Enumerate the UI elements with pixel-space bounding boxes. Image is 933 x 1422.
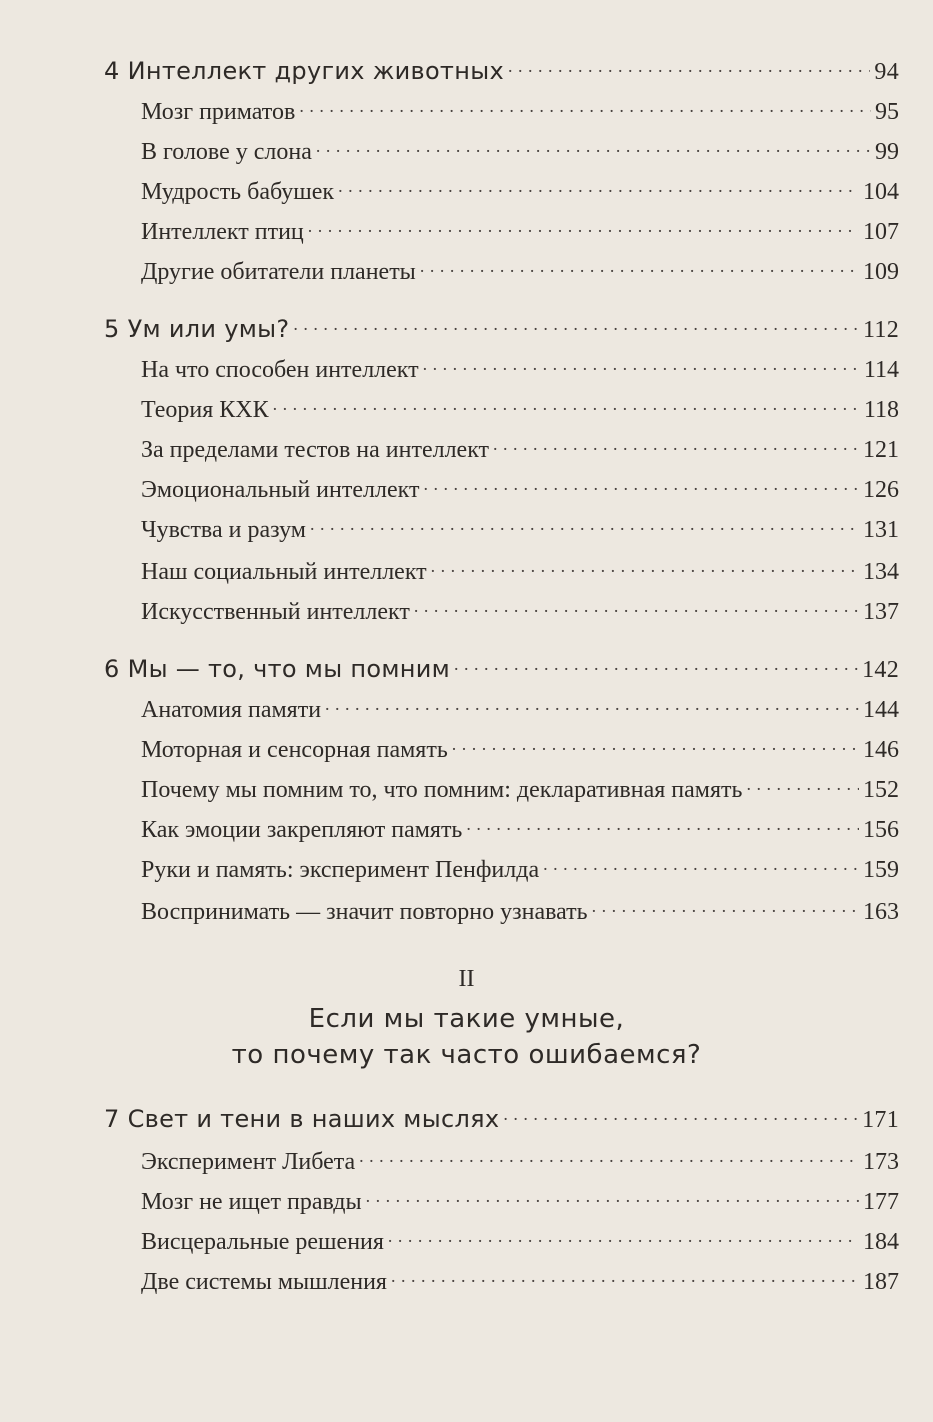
toc-section[interactable] bbox=[104, 513, 899, 544]
page-number: 126 bbox=[863, 477, 899, 503]
chapter-number: 4 bbox=[104, 57, 120, 85]
toc-section[interactable] bbox=[104, 393, 899, 424]
page-number: 114 bbox=[863, 357, 899, 383]
page-number: 184 bbox=[863, 1229, 899, 1255]
leader-dots bbox=[452, 733, 859, 757]
leader-dots bbox=[310, 513, 859, 537]
leader-dots bbox=[746, 773, 859, 797]
section-title: Эмоциональный интеллект bbox=[141, 477, 420, 503]
page-number: 95 bbox=[875, 99, 899, 125]
section-title: Эксперимент Либета bbox=[141, 1149, 356, 1175]
part-number: II bbox=[458, 966, 475, 992]
section-title: Мозг не ищет правды bbox=[141, 1189, 362, 1215]
chapter-title: Свет и тени в наших мыслях bbox=[127, 1105, 500, 1133]
leader-dots bbox=[414, 595, 859, 619]
section-title: Воспринимать — значит повторно узнавать bbox=[141, 899, 588, 925]
leader-dots bbox=[293, 313, 859, 337]
toc-section[interactable] bbox=[104, 215, 899, 246]
section-title: Интеллект птиц bbox=[141, 219, 304, 245]
section-title: Анатомия памяти bbox=[141, 697, 322, 723]
section-title: Чувства и разум bbox=[141, 517, 306, 543]
section-title: Руки и память: эксперимент Пенфилда bbox=[141, 857, 540, 883]
section-title: За пределами тестов на интеллект bbox=[141, 437, 490, 463]
leader-dots bbox=[366, 1185, 859, 1209]
section-title: Мозг приматов bbox=[141, 99, 296, 125]
leader-dots bbox=[391, 1265, 859, 1289]
part-title-line-1: Если мы такие умные, bbox=[308, 1004, 625, 1034]
leader-dots bbox=[273, 393, 860, 417]
leader-dots bbox=[543, 853, 859, 877]
chapter-number: 5 bbox=[104, 315, 120, 343]
page-number: 171 bbox=[862, 1107, 899, 1133]
section-title: Как эмоции закрепляют память bbox=[141, 817, 463, 843]
section-title: Другие обитатели планеты bbox=[141, 259, 416, 285]
leader-dots bbox=[388, 1225, 859, 1249]
toc-section[interactable] bbox=[104, 1185, 899, 1216]
page-number: 142 bbox=[862, 657, 899, 683]
toc-section[interactable] bbox=[104, 95, 899, 126]
toc-section[interactable] bbox=[104, 175, 899, 206]
toc-section[interactable] bbox=[104, 1145, 899, 1176]
page-number: 94 bbox=[874, 59, 899, 85]
section-title: Теория КХК bbox=[141, 397, 269, 423]
leader-dots bbox=[454, 653, 858, 677]
chapter-number: 7 bbox=[104, 1105, 120, 1133]
section-title: В голове у слона bbox=[141, 139, 312, 165]
page-number: 121 bbox=[863, 437, 899, 463]
toc-section[interactable] bbox=[104, 255, 899, 286]
leader-dots bbox=[308, 215, 859, 239]
leader-dots bbox=[420, 255, 859, 279]
section-title: Две системы мышления bbox=[141, 1269, 387, 1295]
leader-dots bbox=[592, 895, 859, 919]
page-number: 131 bbox=[863, 517, 899, 543]
page-number: 177 bbox=[863, 1189, 899, 1215]
toc-section[interactable] bbox=[104, 773, 899, 804]
leader-dots bbox=[431, 555, 859, 579]
toc-section[interactable] bbox=[104, 895, 899, 926]
page-number: 107 bbox=[863, 219, 899, 245]
page-number: 144 bbox=[863, 697, 899, 723]
toc-chapter-6[interactable] bbox=[104, 653, 899, 684]
page-number: 112 bbox=[862, 317, 899, 343]
toc-chapter-4[interactable] bbox=[104, 55, 899, 86]
toc-chapter-5[interactable] bbox=[104, 313, 899, 344]
leader-dots bbox=[423, 353, 860, 377]
section-title: На что способен интеллект bbox=[141, 357, 419, 383]
leader-dots bbox=[493, 433, 859, 457]
page-number: 152 bbox=[863, 777, 899, 803]
toc-section[interactable] bbox=[104, 733, 899, 764]
page-number: 104 bbox=[863, 179, 899, 205]
section-title: Мудрость бабушек bbox=[141, 179, 335, 205]
page-number: 99 bbox=[875, 139, 899, 165]
leader-dots bbox=[466, 813, 859, 837]
section-title: Наш социальный интеллект bbox=[141, 559, 427, 585]
section-title: Искусственный интеллект bbox=[141, 599, 410, 625]
section-title: Висцеральные решения bbox=[141, 1229, 384, 1255]
leader-dots bbox=[299, 95, 871, 119]
toc-section[interactable] bbox=[104, 693, 899, 724]
leader-dots bbox=[423, 473, 859, 497]
page-number: 146 bbox=[863, 737, 899, 763]
chapter-title: Ум или умы? bbox=[127, 315, 290, 343]
toc-section[interactable] bbox=[104, 433, 899, 464]
leader-dots bbox=[325, 693, 859, 717]
toc-section[interactable] bbox=[104, 555, 899, 586]
page-number: 134 bbox=[863, 559, 899, 585]
page-number: 118 bbox=[863, 397, 899, 423]
toc-section[interactable] bbox=[104, 1265, 899, 1296]
toc-section[interactable] bbox=[104, 1225, 899, 1256]
page-number: 137 bbox=[863, 599, 899, 625]
section-title: Моторная и сенсорная память bbox=[141, 737, 448, 763]
toc-section[interactable] bbox=[104, 595, 899, 626]
page-number: 109 bbox=[863, 259, 899, 285]
leader-dots bbox=[338, 175, 859, 199]
page-number: 173 bbox=[863, 1149, 899, 1175]
leader-dots bbox=[359, 1145, 859, 1169]
page-number: 163 bbox=[863, 899, 899, 925]
section-title: Почему мы помним то, что помним: декларативная память bbox=[141, 777, 743, 803]
page-number: 156 bbox=[863, 817, 899, 843]
page-number: 187 bbox=[863, 1269, 899, 1295]
part-title-line-2: то почему так часто ошибаемся? bbox=[231, 1040, 702, 1070]
leader-dots bbox=[508, 55, 870, 79]
part-heading bbox=[0, 966, 933, 1073]
chapter-title: Интеллект других животных bbox=[127, 57, 504, 85]
toc-section[interactable] bbox=[104, 853, 899, 884]
toc-section[interactable] bbox=[104, 813, 899, 844]
leader-dots bbox=[316, 135, 871, 159]
toc-section[interactable] bbox=[104, 353, 899, 384]
page-number: 159 bbox=[863, 857, 899, 883]
leader-dots bbox=[503, 1103, 858, 1127]
toc-chapter-7[interactable] bbox=[104, 1103, 899, 1134]
chapter-title: Мы — то, что мы помним bbox=[127, 655, 451, 683]
toc-section[interactable] bbox=[104, 135, 899, 166]
chapter-number: 6 bbox=[104, 655, 120, 683]
toc-section[interactable] bbox=[104, 473, 899, 504]
